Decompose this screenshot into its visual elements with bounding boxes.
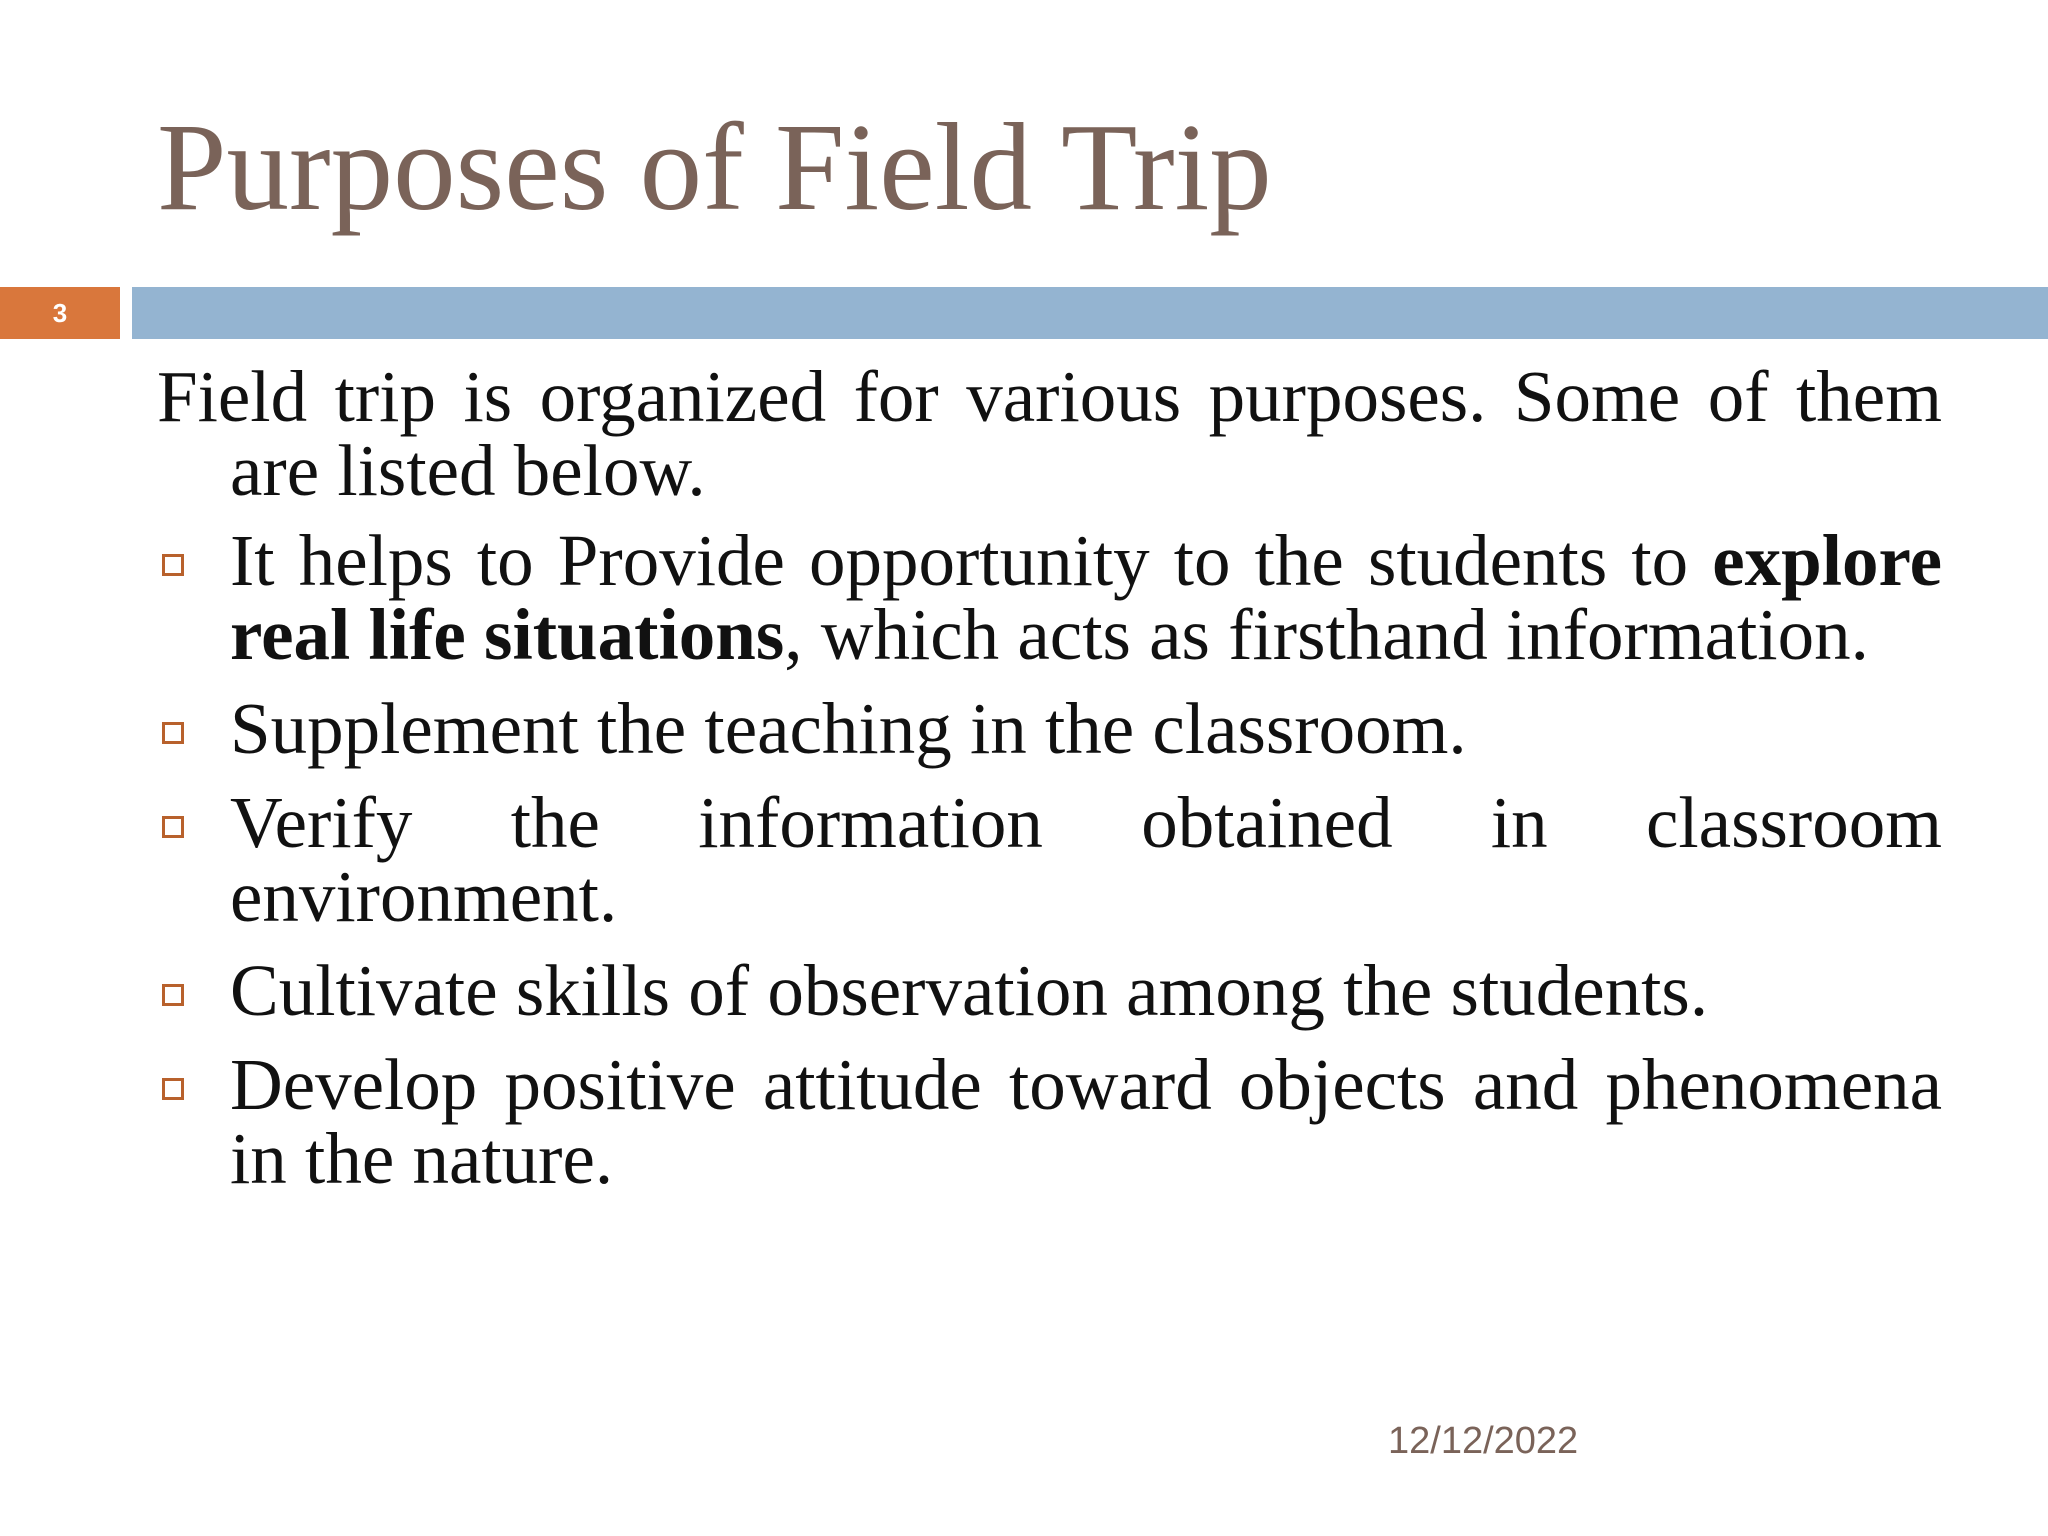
bullet-text: Develop positive attitude toward objects and phenomena in the nature. (230, 1044, 1942, 1199)
bullet-text-bold: explore real life situations (230, 520, 1942, 675)
list-item (157, 1044, 1942, 1199)
hollow-square-icon (162, 554, 184, 576)
list-item (157, 520, 1942, 675)
hollow-square-icon (162, 722, 184, 744)
bullet-text: Supplement the teaching in the classroom. (230, 688, 1467, 769)
bullet-list (157, 520, 1942, 1199)
bullet-text: Cultivate skills of observation among the students. (230, 950, 1709, 1031)
title-divider-bar (132, 287, 2048, 339)
slide-body (157, 356, 1942, 1216)
slide-number-badge (0, 287, 120, 339)
slide-title: Purposes of Field Trip (157, 99, 1272, 237)
bullet-text-suffix: , which acts as firsthand information. (784, 594, 1869, 675)
list-item (157, 950, 1942, 1031)
list-item (157, 688, 1942, 769)
hollow-square-icon (162, 1078, 184, 1100)
hollow-square-icon (162, 984, 184, 1006)
slide-date: 12/12/2022 (1388, 1420, 1579, 1462)
hollow-square-icon (162, 816, 184, 838)
list-item (157, 782, 1942, 937)
slide-number: 3 (52, 297, 68, 328)
bullet-text-prefix: It helps to Provide opportunity to the students to (230, 520, 1713, 601)
intro-paragraph: Field trip is organized for various purposes. Some of them are listed below. (157, 356, 1942, 511)
bullet-text: Verify the information obtained in classroom environment. (230, 782, 1942, 937)
